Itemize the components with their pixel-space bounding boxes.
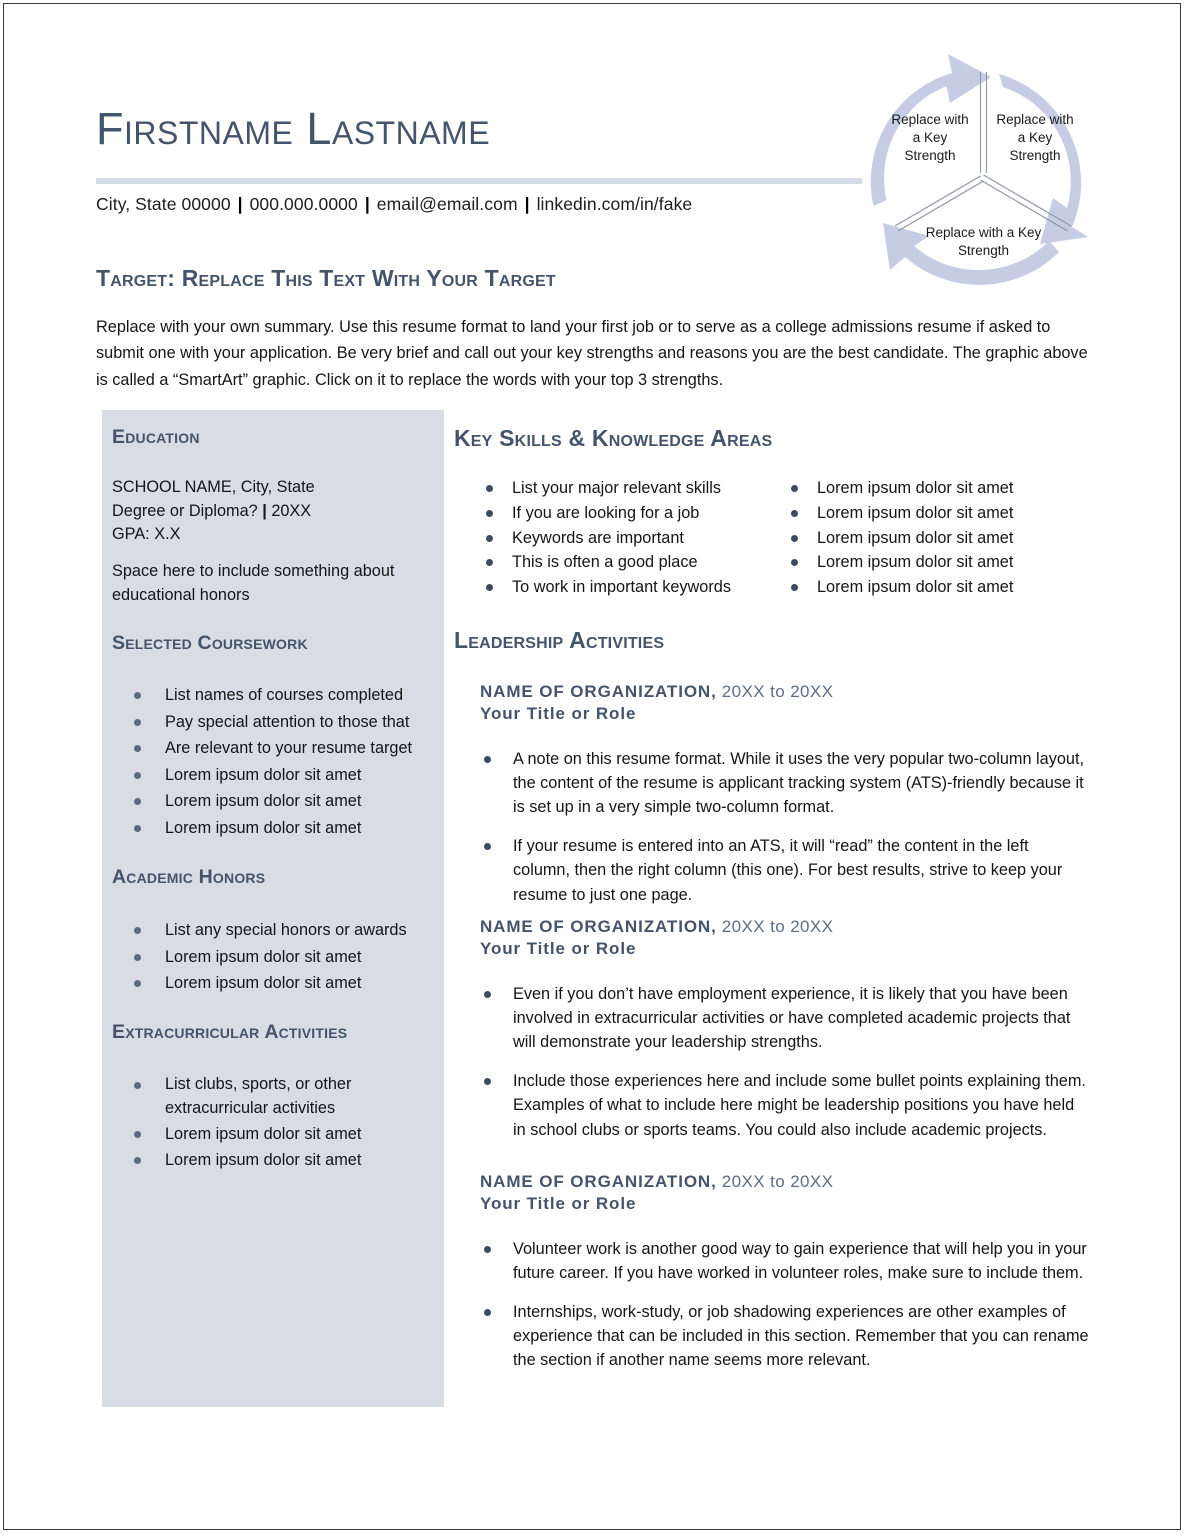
list-item: List names of courses completed: [112, 682, 442, 709]
contact-separator-2: |: [364, 194, 370, 214]
list-item: Lorem ipsum dolor sit amet: [759, 526, 1089, 551]
list-item: To work in important keywords: [454, 575, 784, 600]
education-school: SCHOOL NAME, City, State: [112, 478, 315, 496]
list-item: Lorem ipsum dolor sit amet: [759, 501, 1089, 526]
leadership-entry: [480, 917, 1090, 1142]
skills-list-right: [759, 476, 1089, 600]
organization-name: NAME OF ORGANIZATION,: [480, 917, 717, 936]
list-item: Volunteer work is another good way to gain experience that will help you in your future career. If you have worked in volunteer roles, make sure to include them.: [480, 1237, 1090, 1285]
section-heading-coursework: Selected Coursework: [112, 632, 308, 654]
section-heading-extracurricular: Extracurricular Activities: [112, 1021, 348, 1043]
list-item: Keywords are important: [454, 526, 784, 551]
organization-line: [480, 1172, 1090, 1192]
list-item: Lorem ipsum dolor sit amet: [112, 762, 442, 789]
contact-separator-1: |: [237, 194, 243, 214]
list-item: Lorem ipsum dolor sit amet: [112, 944, 442, 971]
education-gpa: GPA: X.X: [112, 525, 181, 544]
target-summary: Replace with your own summary. Use this resume format to land your first job or to serve as a college admissions resume if asked to submit one with your application. Be very brief and call out your key strengths and reasons you are the best candidate. The graphic above is called a “SmartArt” graphic. Click on it to replace the words with your top 3 strengths.: [96, 318, 1088, 389]
organization-dates: 20XX to 20XX: [721, 1172, 834, 1191]
section-heading-education: Education: [112, 426, 200, 448]
list-item: Lorem ipsum dolor sit amet: [759, 575, 1089, 600]
list-item: If you are looking for a job: [454, 501, 784, 526]
list-item: Lorem ipsum dolor sit amet: [112, 788, 442, 815]
organization-dates: 20XX to 20XX: [721, 682, 834, 701]
contact-separator-3: |: [524, 194, 530, 214]
smartart-cycle-diagram[interactable]: [859, 46, 1109, 301]
organization-line: [480, 917, 1090, 937]
education-honors-note: Space here to include something about educational honors: [112, 562, 395, 604]
education-degree-separator: |: [262, 501, 267, 520]
organization-dates: 20XX to 20XX: [721, 917, 834, 936]
list-item: Lorem ipsum dolor sit amet: [759, 550, 1089, 575]
leadership-section-heading-wrap: [454, 627, 664, 654]
list-item: If your resume is entered into an ATS, it will “read” the content in the left column, then the right column (this one). For best results, strive to keep your resume to just one page.: [480, 834, 1090, 906]
smartart-label-1: Replace with a Key Strength: [891, 112, 969, 163]
header-divider: [96, 178, 862, 184]
target-heading: Target: Replace This Text With Your Target: [96, 265, 556, 291]
sidebar: [102, 410, 444, 1407]
list-item: Lorem ipsum dolor sit amet: [112, 1121, 412, 1148]
smartart-label-3: Replace with a Key Strength: [925, 225, 1042, 258]
organization-role: Your Title or Role: [480, 939, 637, 958]
list-item: Internships, work-study, or job shadowing experiences are other examples of experience that can be included in this section. Remember that you can rename the section if another name seems more relevant.: [480, 1300, 1090, 1372]
organization-role: Your Title or Role: [480, 704, 637, 723]
skills-section: [454, 425, 772, 452]
education-degree-label: Degree or Diploma?: [112, 501, 263, 520]
organization-role: Your Title or Role: [480, 1194, 637, 1213]
organization-name: NAME OF ORGANIZATION,: [480, 1172, 717, 1191]
leadership-entry: [480, 682, 1090, 907]
contact-location: City, State 00000: [96, 194, 231, 214]
resume-page: [3, 3, 1181, 1530]
leadership-bullets: [480, 747, 1090, 907]
organization-name: NAME OF ORGANIZATION,: [480, 682, 717, 701]
list-item: List your major relevant skills: [454, 476, 784, 501]
coursework-list: [112, 682, 442, 841]
list-item: This is often a good place: [454, 550, 784, 575]
smartart-label-2: Replace with a Key Strength: [996, 112, 1074, 163]
list-item: Are relevant to your resume target: [112, 735, 442, 762]
list-item: Lorem ipsum dolor sit amet: [759, 476, 1089, 501]
list-item: Lorem ipsum dolor sit amet: [112, 815, 442, 842]
list-item: A note on this resume format. While it uses the very popular two-column layout, the content of the resume is applicant tracking system (ATS)-friendly because it is set up in a very simple two-column format.: [480, 747, 1090, 819]
skills-list-left: [454, 476, 784, 600]
extracurricular-list: [112, 1072, 412, 1174]
list-item: List clubs, sports, or other extracurricular activities: [112, 1072, 412, 1121]
academic-honors-list: [112, 917, 442, 997]
section-heading-key-skills: Key Skills & Knowledge Areas: [454, 425, 773, 451]
education-details: [112, 476, 442, 547]
section-heading-leadership: Leadership Activities: [454, 627, 665, 653]
contact-email[interactable]: email@email.com: [376, 194, 518, 214]
leadership-bullets: [480, 982, 1090, 1142]
page-title: Firstname Lastname: [96, 103, 491, 154]
list-item: Even if you don’t have employment experience, it is likely that you have been involved in extracurricular activities or have completed academic projects that will demonstrate your leadership strengths.: [480, 982, 1090, 1054]
leadership-bullets: [480, 1237, 1090, 1373]
list-item: List any special honors or awards: [112, 917, 442, 944]
leadership-entry: [480, 1172, 1090, 1373]
contact-phone: 000.000.0000: [249, 194, 358, 214]
list-item: Include those experiences here and include some bullet points explaining them. Examples of what to include here might be leadership positions you have held in school clubs or sports teams. You could also include academic projects.: [480, 1069, 1090, 1141]
education-degree-year: 20XX: [266, 501, 312, 520]
cycle-diagram-svg: [859, 46, 1109, 301]
contact-linkedin[interactable]: linkedin.com/in/fake: [536, 194, 693, 214]
organization-line: [480, 682, 1090, 702]
contact-line: [96, 194, 692, 215]
list-item: Lorem ipsum dolor sit amet: [112, 1147, 412, 1174]
list-item: Lorem ipsum dolor sit amet: [112, 970, 442, 997]
education-degree: [112, 500, 442, 524]
list-item: Pay special attention to those that: [112, 709, 442, 736]
section-heading-academic-honors: Academic Honors: [112, 866, 266, 888]
